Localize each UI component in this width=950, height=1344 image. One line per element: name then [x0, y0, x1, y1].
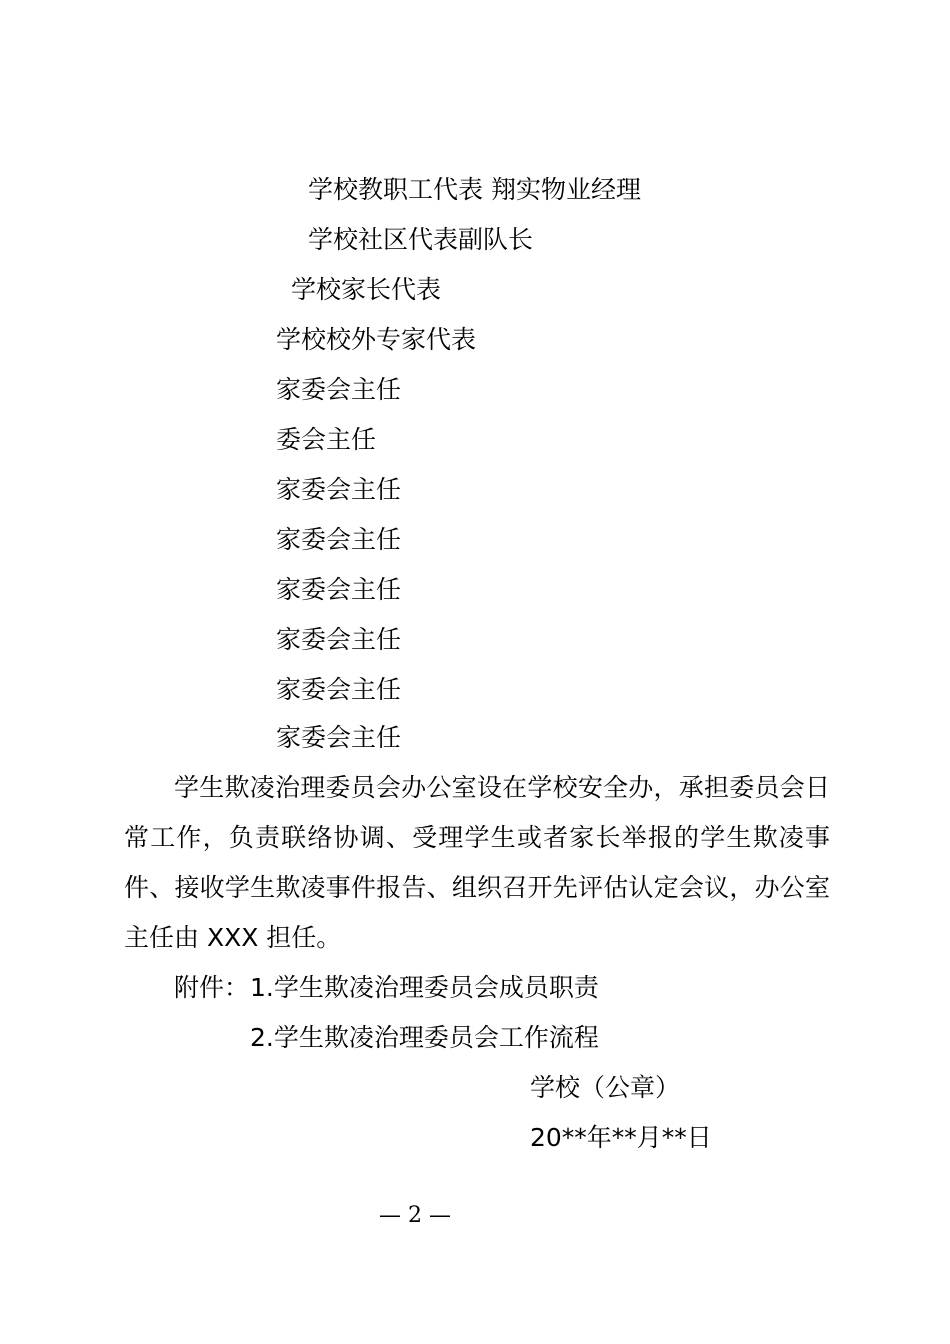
member-line-5: 家委会主任 — [276, 375, 402, 404]
member-line-4: 学校校外专家代表 — [276, 325, 477, 354]
signature-date: 20**年**月**日 — [530, 1123, 712, 1152]
member-line-7: 家委会主任 — [276, 475, 402, 504]
member-line-2: 学校社区代表副队长 — [308, 225, 534, 254]
member-line-12: 家委会主任 — [276, 723, 402, 752]
attachments-label: 附件： — [174, 973, 250, 1002]
page-number: — 2 — — [379, 1203, 451, 1228]
member-line-11: 家委会主任 — [276, 675, 402, 704]
attachment-item-1: 1.学生欺凌治理委员会成员职责 — [250, 973, 599, 1002]
signature-org: 学校（公章） — [530, 1073, 681, 1102]
member-line-6: 委会主任 — [276, 425, 377, 454]
attachment-item-2: 2.学生欺凌治理委员会工作流程 — [250, 1023, 599, 1052]
office-paragraph: 学生欺凌治理委员会办公室设在学校安全办，承担委员会日常工作，负责联络协调、受理学生或者家长举报的学生欺凌事件、接收学生欺凌事件报告、组织召开先评估认定会议，办公室主任由 XXX 担任。 — [124, 773, 830, 952]
member-line-9: 家委会主任 — [276, 575, 402, 604]
member-line-1: 学校教职工代表 翔实物业经理 — [308, 175, 641, 204]
member-line-3: 学校家长代表 — [291, 275, 442, 304]
member-line-10: 家委会主任 — [276, 625, 402, 654]
member-line-8: 家委会主任 — [276, 525, 402, 554]
